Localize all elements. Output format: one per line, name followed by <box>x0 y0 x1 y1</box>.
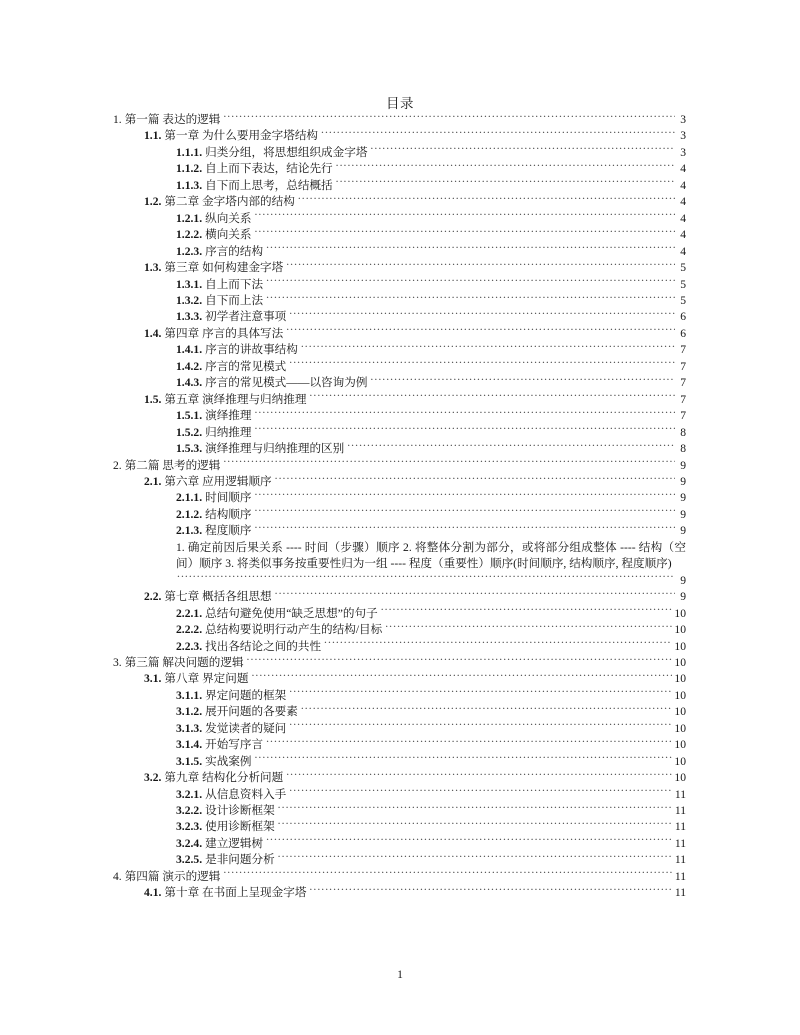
toc-entry-page: 5 <box>680 261 686 275</box>
toc-entry[interactable] <box>176 819 686 835</box>
toc-entry-page: 10 <box>674 655 686 669</box>
toc-entry-page: 4 <box>680 228 686 242</box>
toc-entry-number: 1.1.2. <box>176 162 203 176</box>
toc-entry[interactable] <box>176 408 686 424</box>
dot-leader <box>336 178 675 189</box>
dot-leader <box>289 359 675 370</box>
toc-entry-label: 第一篇 表达的逻辑 <box>124 113 221 126</box>
toc-entry-label: 总结句避免使用“缺乏思想”的句子 <box>205 606 378 620</box>
toc-entry[interactable] <box>176 803 686 819</box>
toc-entry-label: 序言的常见模式——以咨询为例 <box>205 376 368 390</box>
dot-leader <box>289 309 675 320</box>
toc-entry-label: 自下而上思考，总结概括 <box>205 178 333 192</box>
toc-entry-page: 10 <box>674 705 686 719</box>
dot-leader <box>278 819 673 830</box>
toc-entry-page: 11 <box>674 804 686 818</box>
toc-entry[interactable] <box>144 128 686 144</box>
dot-leader <box>266 836 673 847</box>
toc-entry-page: 9 <box>680 507 686 521</box>
toc-entry[interactable] <box>176 145 686 161</box>
toc-entry[interactable] <box>144 326 686 342</box>
toc-entry[interactable] <box>176 490 686 506</box>
toc-entry-label: 是非问题分析 <box>205 853 275 867</box>
toc-entry[interactable] <box>176 523 686 539</box>
toc-entry[interactable] <box>176 721 686 737</box>
toc-entry-label: 开始写序言 <box>205 738 264 752</box>
toc-entry-page: 3 <box>680 129 686 143</box>
toc-entry-number: 3.2.4. <box>176 836 203 850</box>
toc-entry-page: 11 <box>674 787 686 801</box>
dot-leader <box>278 852 673 863</box>
toc-entry-number: 3. <box>113 655 122 669</box>
dot-leader <box>289 688 672 699</box>
toc-entry-number: 3.2.3. <box>176 820 203 834</box>
toc-entry[interactable] <box>176 277 686 293</box>
dot-leader <box>247 655 673 666</box>
toc-entry-page: 11 <box>674 853 686 867</box>
toc-entry[interactable] <box>176 540 686 589</box>
toc-entry-page: 8 <box>680 425 686 439</box>
toc-entry-number: 3.1.4. <box>176 738 203 752</box>
toc-entry-page: 6 <box>680 326 686 340</box>
dot-leader <box>289 721 672 732</box>
toc-entry[interactable] <box>176 342 686 358</box>
dot-leader <box>370 145 675 156</box>
toc-entry-page: 9 <box>680 573 686 587</box>
toc-entry-page: 7 <box>680 409 686 423</box>
toc-entry[interactable] <box>176 688 686 704</box>
toc-entry-tail <box>176 573 686 589</box>
toc-entry[interactable] <box>144 770 686 786</box>
toc-entry-number: 2.2.2. <box>176 623 203 637</box>
dot-leader <box>385 622 672 633</box>
toc-entry-number: 2.2. <box>144 590 162 604</box>
toc-entry[interactable] <box>176 606 686 622</box>
toc-entry-number: 3.2.5. <box>176 853 203 867</box>
toc-entry-page: 4 <box>680 211 686 225</box>
toc-entry-label: 第十章 在书面上呈现金字塔 <box>164 886 307 900</box>
toc-entry[interactable] <box>176 244 686 260</box>
dot-leader <box>251 671 672 682</box>
dot-leader <box>347 441 675 452</box>
toc-entry-label: 设计诊断框架 <box>205 804 275 818</box>
toc-entry-number: 2.1. <box>144 474 162 488</box>
toc-entry-page: 10 <box>674 738 686 752</box>
toc-entry-label: 建立逻辑树 <box>205 836 264 850</box>
dot-leader <box>254 523 675 534</box>
toc-entry-page: 9 <box>680 474 686 488</box>
toc-entry-number: 3.1.5. <box>176 754 203 768</box>
toc-entry-label: 界定问题的框架 <box>205 688 287 702</box>
toc-entry-label: 第五章 演绎推理与归纳推理 <box>164 392 307 406</box>
toc-entry-label: 横向关系 <box>205 228 252 242</box>
toc-entry-page: 8 <box>680 442 686 456</box>
toc-entry[interactable] <box>176 737 686 753</box>
toc-entry-label: 第九章 结构化分析问题 <box>164 771 284 785</box>
toc-entry-page: 9 <box>680 524 686 538</box>
page-title: 目录 <box>386 96 414 111</box>
toc-entry-page: 10 <box>674 721 686 735</box>
dot-leader <box>286 260 675 271</box>
toc-entry-label: 实战案例 <box>205 754 252 768</box>
toc-entry-number: 3.1. <box>144 672 162 686</box>
toc-entry-number: 1.1.1. <box>176 145 203 159</box>
toc-entry-number: 1.2.3. <box>176 244 203 258</box>
toc-entry-page: 4 <box>680 162 686 176</box>
dot-leader <box>301 342 675 353</box>
toc-entry[interactable] <box>176 852 686 868</box>
toc-entry[interactable] <box>144 885 686 901</box>
toc-entry-number: 4.1. <box>144 886 162 900</box>
toc-entry[interactable] <box>144 194 686 210</box>
toc-entry-label: 时间顺序 <box>205 491 252 505</box>
toc-entry[interactable] <box>176 507 686 523</box>
toc-entry-number: 3.2. <box>144 771 162 785</box>
toc-entry-number: 1.2.1. <box>176 211 203 225</box>
toc-entry-number: 3.2.2. <box>176 804 203 818</box>
toc-entry-label: 展开问题的各要素 <box>205 705 298 719</box>
toc-entry-label: 使用诊断框架 <box>205 820 275 834</box>
toc-entry-label: 归纳推理 <box>205 425 252 439</box>
toc-entry-label: 序言的结构 <box>205 244 264 258</box>
dot-leader <box>223 869 672 880</box>
toc-entry-label: 从信息资料入手 <box>205 787 287 801</box>
dot-leader <box>223 458 675 469</box>
toc-entry-number: 1.2.2. <box>176 228 203 242</box>
toc-entry-number: 1.2. <box>144 195 162 209</box>
dot-leader <box>309 885 672 896</box>
toc-entry-page: 10 <box>674 672 686 686</box>
toc-entry-page: 5 <box>680 293 686 307</box>
dot-leader <box>370 375 675 386</box>
toc-entry-number: 1.5.1. <box>176 409 203 423</box>
toc-entry-label: 第一章 为什么要用金字塔结构 <box>164 129 319 143</box>
toc-entry-page: 9 <box>680 491 686 505</box>
toc-entry-page: 6 <box>680 310 686 324</box>
toc-entry-label: 总结构要说明行动产生的结构/目标 <box>205 623 383 637</box>
toc-entry-page: 10 <box>674 606 686 620</box>
toc-entry-number: 1.4.2. <box>176 359 203 373</box>
toc-entry[interactable] <box>176 704 686 720</box>
toc-entry[interactable] <box>176 178 686 194</box>
toc-entry-label: 第八章 界定问题 <box>164 672 249 686</box>
toc-entry-page: 3 <box>680 113 686 126</box>
toc-entry[interactable] <box>144 671 686 687</box>
dot-leader <box>286 326 675 337</box>
dot-leader <box>254 754 672 765</box>
toc-entry-label: 自上而下表达，结论先行 <box>205 162 333 176</box>
toc-entry-number: 1.4.3. <box>176 376 203 390</box>
toc-entry[interactable] <box>144 392 686 408</box>
toc-entry[interactable] <box>113 458 686 474</box>
toc-entry-label: 初学者注意事项 <box>205 310 287 324</box>
toc-entry[interactable] <box>176 425 686 441</box>
toc-entry[interactable] <box>144 589 686 605</box>
dot-leader <box>381 606 673 617</box>
toc-entry-number: 1. <box>113 113 122 126</box>
dot-leader <box>324 639 672 650</box>
toc-entry-number: 1.5. <box>144 392 162 406</box>
toc-entry-number: 2. <box>113 458 122 472</box>
dot-leader <box>301 704 673 715</box>
toc-entry-number: 1.5.2. <box>176 425 203 439</box>
toc-entry-page: 4 <box>680 178 686 192</box>
toc-entry-page: 3 <box>680 145 686 159</box>
toc-entry-number: 1.1.3. <box>176 178 203 192</box>
toc-entry-label: 第二篇 思考的逻辑 <box>124 458 221 472</box>
toc-entry-number: 3.1.3. <box>176 721 203 735</box>
dot-leader <box>266 737 672 748</box>
toc-entry-label: 第四篇 演示的逻辑 <box>124 869 221 883</box>
toc-entry[interactable] <box>176 227 686 243</box>
toc-entry[interactable] <box>113 655 686 671</box>
toc-entry-page: 7 <box>680 392 686 406</box>
table-of-contents <box>113 112 686 902</box>
toc-entry-label: 纵向关系 <box>205 211 252 225</box>
toc-entry-page: 9 <box>680 590 686 604</box>
toc-entry-label: 第七章 概括各组思想 <box>164 590 272 604</box>
toc-entry-number: 3.1.2. <box>176 705 203 719</box>
toc-entry[interactable] <box>176 359 686 375</box>
toc-entry-label: 自下而上法 <box>205 293 264 307</box>
toc-entry-label: 演绎推理 <box>205 409 252 423</box>
dot-leader <box>266 277 675 288</box>
toc-entry-label: 自上而下法 <box>205 277 264 291</box>
dot-leader <box>278 803 673 814</box>
dot-leader <box>254 507 675 518</box>
toc-entry-page: 5 <box>680 277 686 291</box>
toc-entry-label: 第二章 金字塔内部的结构 <box>164 195 295 209</box>
dot-leader <box>223 112 675 123</box>
toc-entry[interactable] <box>176 836 686 852</box>
toc-entry-number: 1.4. <box>144 326 162 340</box>
toc-entry-page: 7 <box>680 359 686 373</box>
toc-entry[interactable] <box>113 869 686 885</box>
dot-leader <box>254 227 675 238</box>
toc-entry-number: 1.3.2. <box>176 293 203 307</box>
dot-leader <box>289 787 673 798</box>
toc-entry-label: 第四章 序言的具体写法 <box>164 326 284 340</box>
toc-entry[interactable] <box>176 309 686 325</box>
toc-entry-page: 7 <box>680 376 686 390</box>
toc-entry-number: 1.1. <box>144 129 162 143</box>
toc-entry-number: 3.2.1. <box>176 787 203 801</box>
toc-entry-page: 4 <box>680 195 686 209</box>
dot-leader <box>275 589 675 600</box>
dot-leader <box>266 293 675 304</box>
toc-entry-label: 归类分组，将思想组织成金字塔 <box>205 145 368 159</box>
toc-entry-page: 10 <box>674 688 686 702</box>
toc-entry[interactable] <box>176 754 686 770</box>
toc-entry-number: 1.3.3. <box>176 310 203 324</box>
toc-entry[interactable] <box>176 639 686 655</box>
toc-entry[interactable] <box>176 787 686 803</box>
toc-entry-page: 9 <box>680 458 686 472</box>
toc-entry-label: 演绎推理与归纳推理的区别 <box>205 442 345 456</box>
page-number-footer: 1 <box>397 968 403 981</box>
dot-leader <box>254 211 675 222</box>
toc-entry[interactable] <box>144 474 686 490</box>
toc-entry[interactable] <box>176 375 686 391</box>
dot-leader <box>286 770 672 781</box>
toc-entry-page: 11 <box>674 869 686 883</box>
toc-entry[interactable] <box>176 293 686 309</box>
toc-entry-label: 结构顺序 <box>205 507 252 521</box>
toc-entry-number: 3.1.1. <box>176 688 203 702</box>
toc-entry-label: 第三章 如何构建金字塔 <box>164 261 284 275</box>
toc-entry-label: 序言的讲故事结构 <box>205 343 298 357</box>
toc-entry-label: 第六章 应用逻辑顺序 <box>164 474 272 488</box>
toc-entry-number: 2.1.1. <box>176 491 203 505</box>
toc-entry-page: 10 <box>674 639 686 653</box>
toc-entry-page: 11 <box>674 820 686 834</box>
toc-entry-label: 序言的常见模式 <box>205 359 287 373</box>
toc-entry-page: 11 <box>674 836 686 850</box>
toc-entry-number: 1.5.3. <box>176 442 203 456</box>
toc-entry-number: 1.3.1. <box>176 277 203 291</box>
toc-entry-label: 找出各结论之间的共性 <box>205 639 322 653</box>
dot-leader <box>254 490 675 501</box>
toc-entry-number: 2.2.1. <box>176 606 203 620</box>
toc-entry-number: 2.1.3. <box>176 524 203 538</box>
toc-entry-number: 1.4.1. <box>176 343 203 357</box>
toc-entry-page: 10 <box>674 623 686 637</box>
toc-entry-page: 10 <box>674 771 686 785</box>
toc-entry[interactable] <box>176 161 686 177</box>
toc-entry[interactable] <box>113 112 686 128</box>
toc-entry[interactable] <box>176 622 686 638</box>
toc-entry-label: 第三篇 解决问题的逻辑 <box>124 655 244 669</box>
toc-entry-number: 1.3. <box>144 261 162 275</box>
toc-entry-label: 程度顺序 <box>205 524 252 538</box>
dot-leader <box>177 573 675 584</box>
toc-entry[interactable] <box>144 260 686 276</box>
dot-leader <box>254 425 675 436</box>
dot-leader <box>321 128 675 139</box>
toc-entry-label: 1. 确定前因后果关系 ---- 时间（步骤）顺序 2. 将整体分割为部分，或将部分组成整体 ---- 结构（空间）顺序 3. 将类似事务按重要性归为一组 ---- 程度（重要性）顺序(时间顺序, 结构顺序, 程度顺序) <box>176 540 686 571</box>
dot-leader <box>275 474 675 485</box>
toc-entry-label: 发觉读者的疑问 <box>205 721 287 735</box>
dot-leader <box>309 392 675 403</box>
toc-entry-number: 4. <box>113 869 122 883</box>
toc-entry[interactable] <box>176 441 686 457</box>
dot-leader <box>298 194 675 205</box>
dot-leader <box>336 161 675 172</box>
toc-entry-page: 4 <box>680 244 686 258</box>
toc-entry[interactable] <box>176 211 686 227</box>
dot-leader <box>266 244 675 255</box>
toc-entry-number: 2.1.2. <box>176 507 203 521</box>
toc-entry-page: 11 <box>674 886 686 900</box>
toc-entry-page: 10 <box>674 754 686 768</box>
toc-entry-number: 2.2.3. <box>176 639 203 653</box>
dot-leader <box>254 408 675 419</box>
toc-entry-page: 7 <box>680 343 686 357</box>
